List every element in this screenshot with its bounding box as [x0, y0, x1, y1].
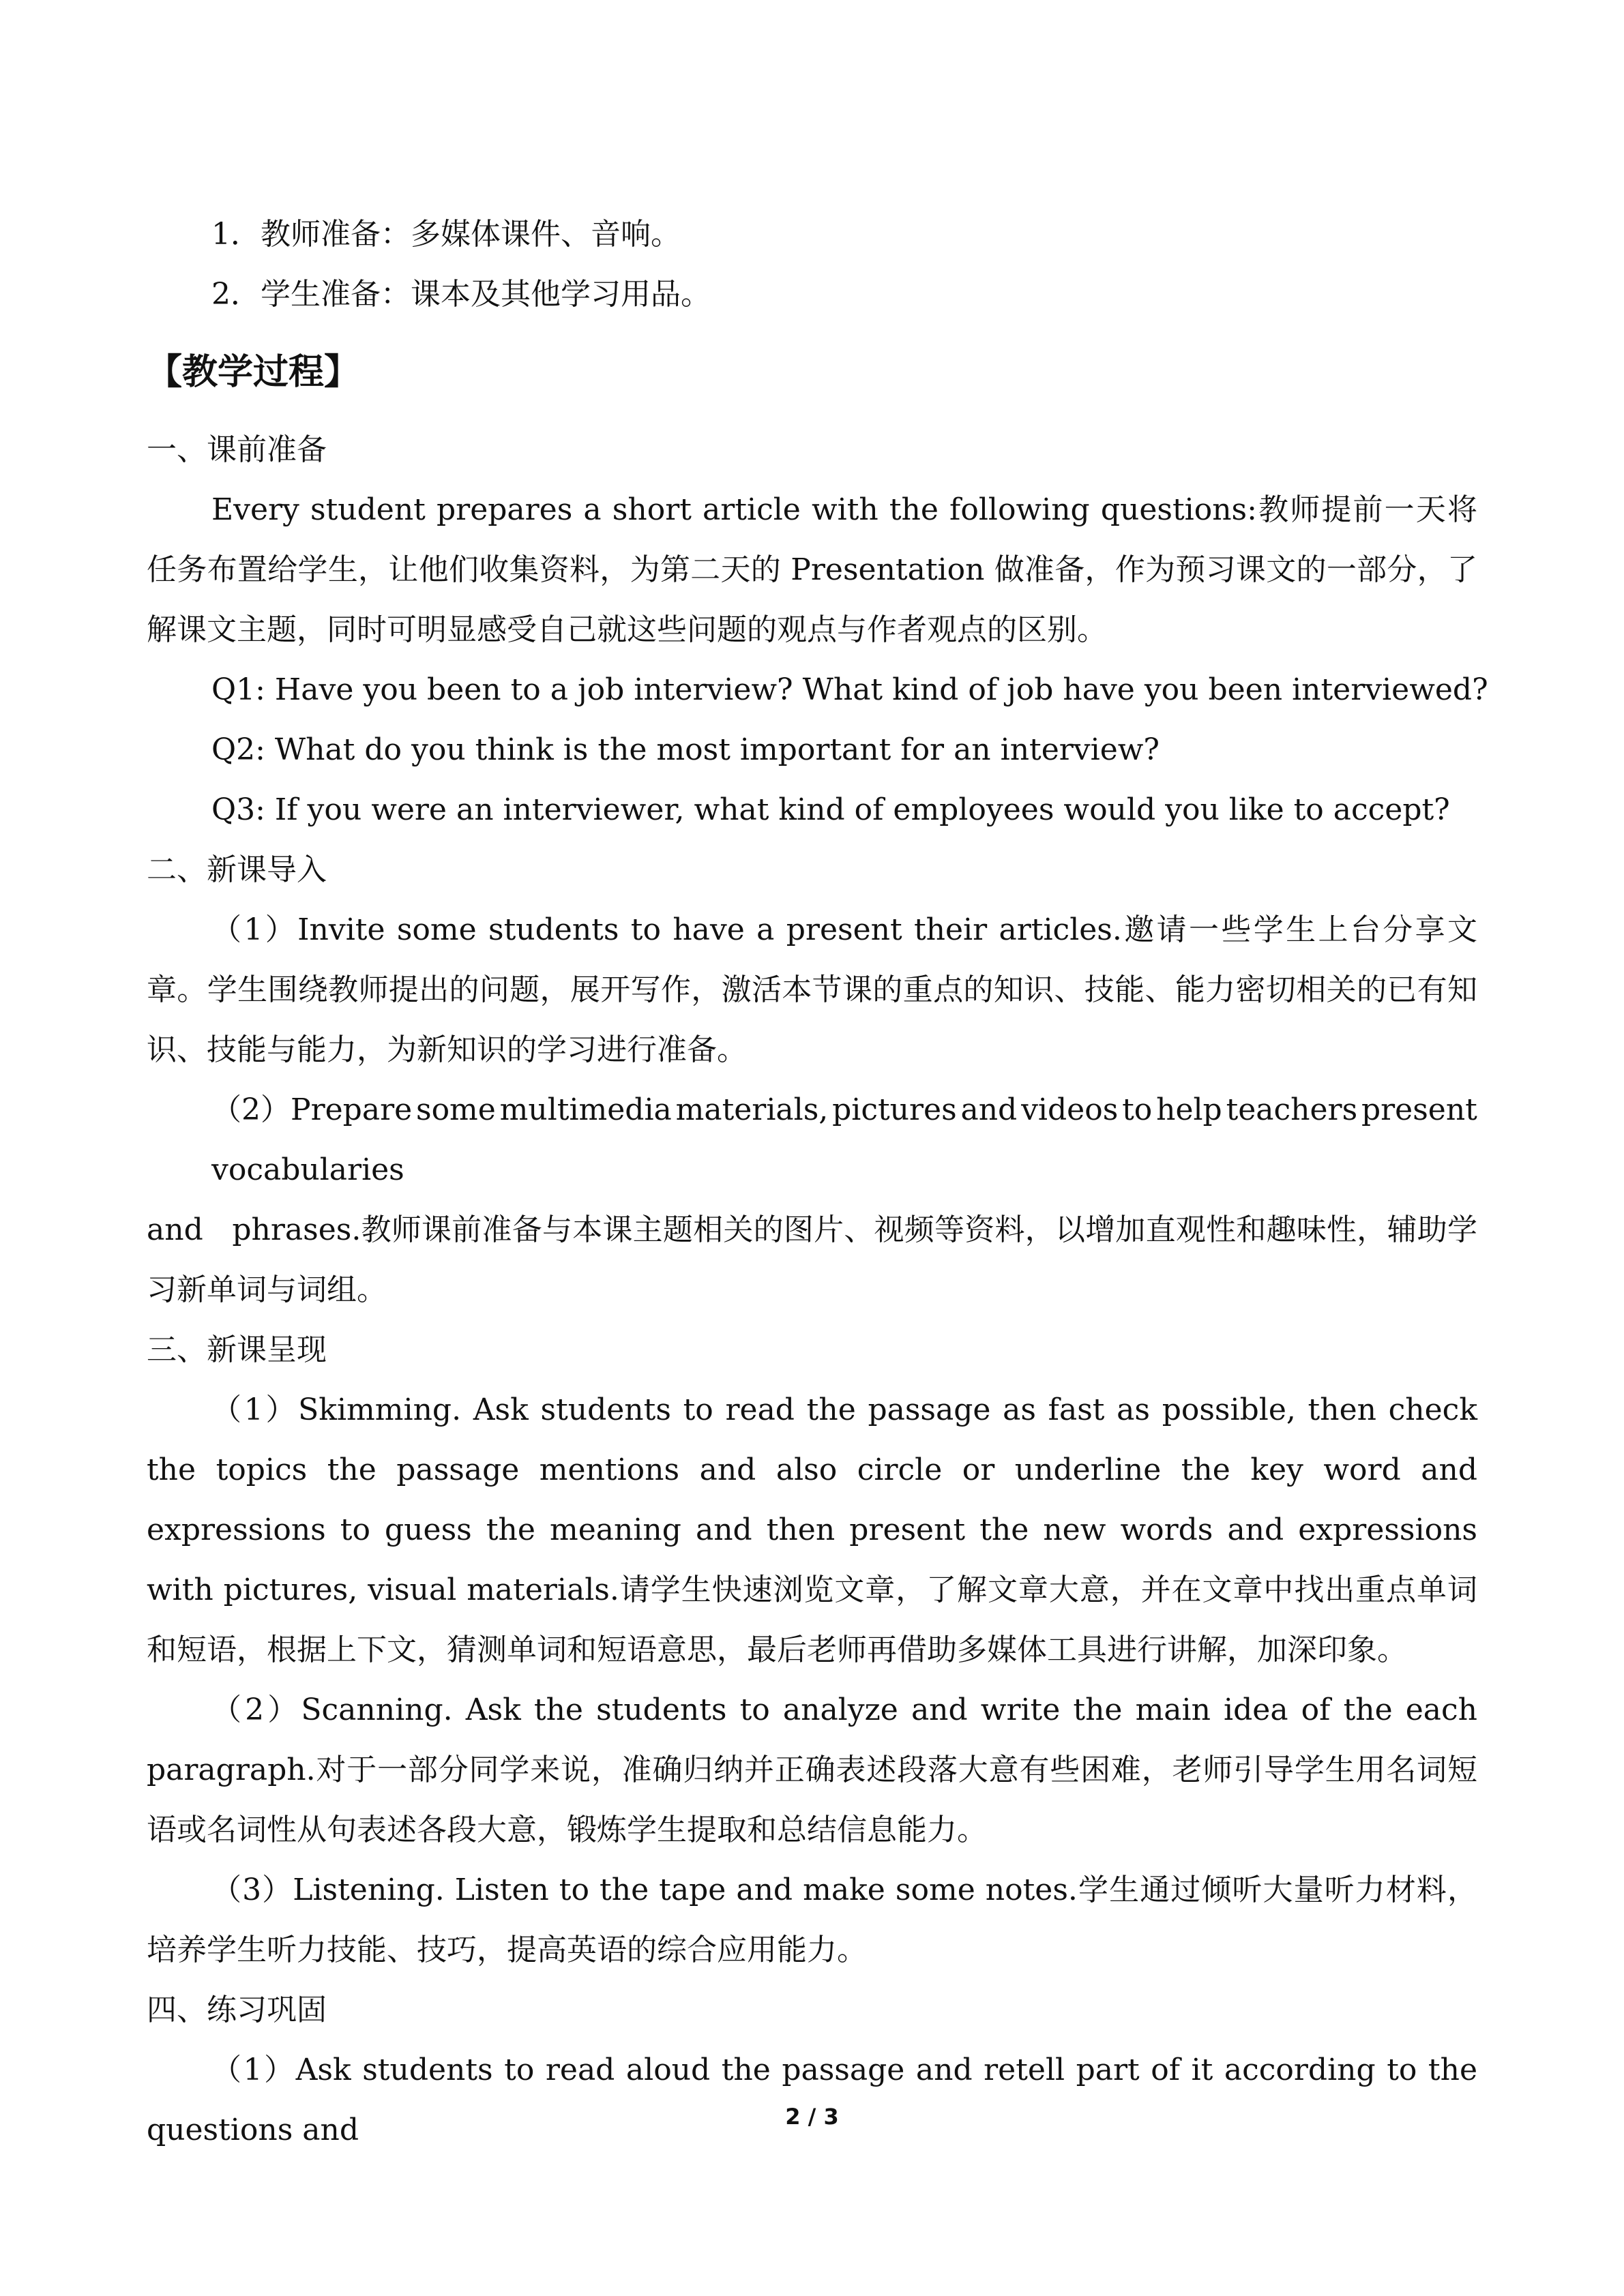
question-1: Q1: Have you been to a job interview? What kind of job have you been interviewed? — [211, 672, 1488, 707]
section-2-paragraph-2-line-1 — [147, 1080, 1477, 1140]
word: help — [1156, 1092, 1222, 1127]
section-1-intro: Every student prepares a short article with the following questions:教师提前一天将任务布置给学生，让他们收集资料，为第二天的 Presentation 做准备，作为预习课文的一部分，了解课文主题，同时可明显感受自己就这些问题的观点与作者观点的区别。 — [147, 492, 1477, 647]
section-2-title: 二、新课导入 — [147, 852, 327, 887]
section-3-paragraph-2: （2）Scanning. Ask the students to analyze and write the main idea of the each paragraph.对于一部分同学来说，准确归纳并正确表述段落大意有些困难，老师引导学生用名词短语或名词性从句表述各段大意，锻炼学生提取和总结信息能力。 — [147, 1693, 1477, 1847]
word: materials, — [675, 1092, 829, 1127]
teaching-process-heading: 【教学过程】 — [147, 352, 360, 393]
section-3-title: 三、新课呈现 — [147, 1332, 327, 1367]
section-3-paragraph-1: （1）Skimming. Ask students to read the passage as fast as possible, then check the topics the passage mentions and also circle or underline the key word and expressions to guess the meaning and then present the new words and expressions with pictures, visual materials.请学生快速浏览文章，了解文章大意，并在文章中找出重点单词和短语，根据上下文，猜测单词和短语意思，最后老师再借助多媒体工具进行讲解，加深印象。 — [147, 1392, 1477, 1667]
section-1-title: 一、课前准备 — [147, 432, 327, 467]
page-number: 2 / 3 — [785, 2104, 839, 2130]
word: videos — [1021, 1092, 1119, 1127]
word: （2）Prepare — [211, 1092, 413, 1127]
prep-item-student: 2．学生准备：课本及其他学习用品。 — [211, 277, 711, 312]
word: multimedia — [499, 1092, 672, 1127]
question-2: Q2: What do you think is the most important for an interview? — [211, 732, 1160, 767]
page-content — [147, 205, 1488, 2160]
word: teachers — [1226, 1092, 1358, 1127]
prep-item-teacher: 1．教师准备：多媒体课件、音响。 — [211, 217, 681, 252]
question-3: Q3: If you were an interviewer, what kind of employees would you like to accept? — [211, 792, 1450, 827]
section-3-paragraph-3: （3）Listening. Listen to the tape and make some notes.学生通过倾听大量听力材料，培养学生听力技能、技巧，提高英语的综合应用能力。 — [147, 1873, 1477, 1967]
word: pictures — [832, 1092, 957, 1127]
section-4-title: 四、练习巩固 — [147, 1993, 327, 2027]
section-2-paragraph-2-line-2: vocabularies — [211, 1152, 404, 1187]
section-2-paragraph-2-rest: and phrases.教师课前准备与本课主题相关的图片、视频等资料，以增加直观性和趣味性，辅助学习新单词与词组。 — [147, 1212, 1477, 1307]
word: and — [960, 1092, 1018, 1127]
section-2-paragraph-1: （1）Invite some students to have a present their articles.邀请一些学生上台分享文章。学生围绕教师提出的问题，展开写作，激活本节课的重点的知识、技能、能力密切相关的已有知识、技能与能力，为新知识的学习进行准备。 — [147, 912, 1477, 1067]
section-4-paragraph-1: （1）Ask students to read aloud the passage and retell part of it according to the questions and — [147, 2053, 1477, 2147]
word: to — [1122, 1092, 1153, 1127]
word: present — [1361, 1092, 1477, 1127]
word: some — [415, 1092, 496, 1127]
